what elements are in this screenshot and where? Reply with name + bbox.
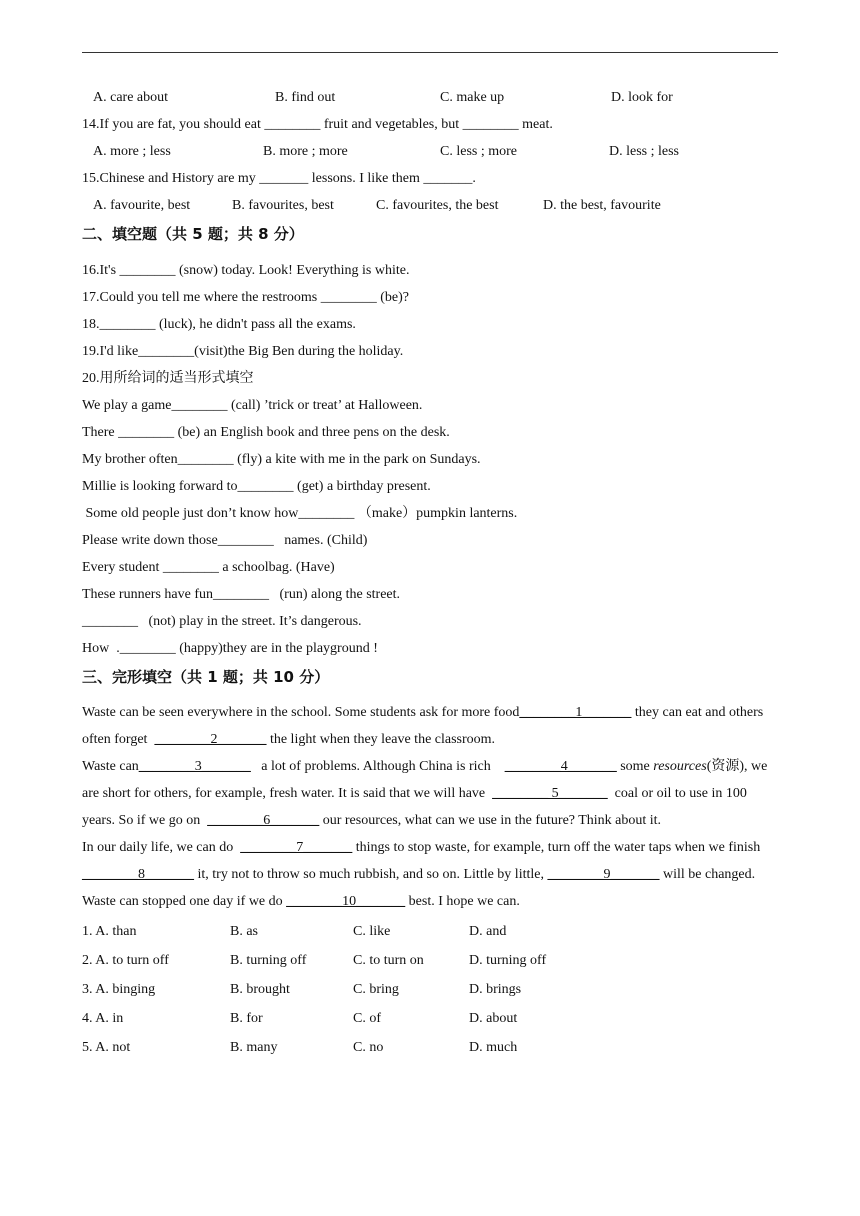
passage-italic-word: resources	[653, 759, 707, 774]
fill-line-20-8: These runners have fun________ (run) along the street.	[82, 587, 401, 602]
choice-5-c: C. no	[353, 1040, 384, 1055]
header-rule	[82, 52, 778, 53]
fill-line-20-9: ________ (not) play in the street. It’s dangerous.	[82, 614, 362, 629]
q14-option-a: A. more ; less	[93, 144, 171, 159]
choice-row-5	[82, 1033, 782, 1062]
choice-3-a: 3. A. binging	[82, 982, 156, 997]
passage-text: best. I hope we can.	[405, 894, 520, 909]
choice-5-a: 5. A. not	[82, 1040, 131, 1055]
q13-option-a: A. care about	[93, 90, 169, 105]
q13-options	[82, 84, 782, 111]
section-cloze-title: 三、完形填空（共 1 题；共 10 分）	[82, 668, 330, 686]
choice-2-a: 2. A. to turn off	[82, 953, 169, 968]
choice-row-4	[82, 1004, 782, 1033]
fill-line-19: 19.I'd like________(visit)the Big Ben during the holiday.	[82, 344, 404, 359]
passage-text: things to stop waste, for example, turn off the water taps when we finish	[352, 840, 768, 855]
choice-row-3	[82, 975, 782, 1004]
fill-line-20-3: My brother often________ (fly) a kite with me in the park on Sundays.	[82, 452, 481, 467]
passage-text: they can eat and others often forget	[82, 705, 767, 747]
choice-5-b: B. many	[230, 1040, 278, 1055]
choice-3-c: C. bring	[353, 982, 399, 997]
choice-4-a: 4. A. in	[82, 1011, 124, 1026]
passage-paragraph-2	[82, 753, 782, 834]
blank-9: ________9_______	[547, 867, 660, 882]
blank-4: ________4_______	[504, 759, 617, 774]
q13-option-d: D. look for	[611, 90, 673, 105]
q15-option-a: A. favourite, best	[93, 198, 191, 213]
choice-4-d: D. about	[469, 1011, 518, 1026]
blank-3: ________3_______	[138, 759, 251, 774]
choice-row-1	[82, 917, 782, 946]
passage-text: Waste can	[82, 759, 139, 774]
section-fill-in-title: 二、填空题（共 5 题；共 8 分）	[82, 225, 304, 243]
blank-10: ________10_______	[286, 894, 406, 909]
fill-line-20-2: There ________ (be) an English book and three pens on the desk.	[82, 425, 450, 440]
q13-option-b: B. find out	[275, 90, 336, 105]
fill-line-20-6: Please write down those________ names. (Child)	[82, 533, 368, 548]
passage-text: it, try not to throw so much rubbish, and so on. Little by little,	[194, 867, 548, 882]
choice-1-d: D. and	[469, 924, 507, 939]
choice-1-c: C. like	[353, 924, 391, 939]
blank-8: ________8_______	[82, 867, 194, 882]
blank-1: ________1_______	[519, 705, 632, 720]
q15-stem: 15.Chinese and History are my _______ lessons. I like them _______.	[82, 171, 476, 186]
fill-line-20-1: We play a game________ (call) ’trick or treat’ at Halloween.	[82, 398, 423, 413]
cloze-passage	[82, 699, 782, 915]
passage-text: In our daily life, we can do	[82, 840, 241, 855]
passage-text: coal or oil to use in 100 years. So if we go on	[82, 786, 751, 828]
choice-5-d: D. much	[469, 1040, 518, 1055]
cloze-choices	[82, 917, 782, 1062]
choice-4-b: B. for	[230, 1011, 263, 1026]
fill-line-16: 16.It's ________ (snow) today. Look! Everything is white.	[82, 263, 410, 278]
fill-line-20-instruction: 20.用所给词的适当形式填空	[82, 371, 254, 386]
blank-5: ________ 5_______	[492, 786, 608, 801]
fill-line-20-4: Millie is looking forward to________ (get) a birthday present.	[82, 479, 431, 494]
fill-line-20-10: How .________ (happy)they are in the playground !	[82, 641, 378, 656]
q14-option-d: D. less ; less	[609, 144, 679, 159]
choice-1-a: 1. A. than	[82, 924, 137, 939]
choice-4-c: C. of	[353, 1011, 381, 1026]
q14-options	[82, 138, 782, 165]
q14-option-c: C. less ; more	[440, 144, 517, 159]
exam-page	[82, 84, 782, 1062]
passage-text: will be changed. Waste can stopped one day if we do	[82, 867, 756, 909]
passage-paragraph-1	[82, 699, 782, 753]
q14-option-b: B. more ; more	[263, 144, 348, 159]
q15-options	[82, 192, 782, 219]
blank-7: ________7_______	[240, 840, 353, 855]
passage-text: the light when they leave the classroom.	[266, 732, 496, 747]
passage-text: some	[616, 759, 654, 774]
q14-stem: 14.If you are fat, you should eat ________ fruit and vegetables, but ________ meat.	[82, 117, 553, 132]
passage-paragraph-3	[82, 834, 782, 915]
fill-line-20-7: Every student ________ a schoolbag. (Have)	[82, 560, 335, 575]
choice-1-b: B. as	[230, 924, 258, 939]
fill-line-17: 17.Could you tell me where the restrooms ________ (be)?	[82, 290, 409, 305]
blank-6: ________6_______	[207, 813, 320, 828]
choice-3-b: B. brought	[230, 982, 290, 997]
fill-line-18: 18.________ (luck), he didn't pass all the exams.	[82, 317, 356, 332]
choice-3-d: D. brings	[469, 982, 522, 997]
choice-2-d: D. turning off	[469, 953, 547, 968]
choice-2-b: B. turning off	[230, 953, 307, 968]
choice-2-c: C. to turn on	[353, 953, 424, 968]
q15-option-d: D. the best, favourite	[543, 198, 661, 213]
passage-text: (资源), we are short for others, for example, fresh water. It is said that we will have	[82, 759, 771, 801]
passage-text: our resources, what can we use in the future? Think about it.	[319, 813, 662, 828]
passage-text: Waste can be seen everywhere in the school. Some students ask for more food	[82, 705, 520, 720]
blank-2: ________2_______	[154, 732, 267, 747]
q15-option-c: C. favourites, the best	[376, 198, 499, 213]
passage-text: a lot of problems. Although China is rich	[250, 759, 505, 774]
fill-line-20-5: Some old people just don’t know how________ （make）pumpkin lanterns.	[82, 506, 518, 521]
q15-option-b: B. favourites, best	[232, 198, 334, 213]
q13-option-c: C. make up	[440, 90, 505, 105]
choice-row-2	[82, 946, 782, 975]
